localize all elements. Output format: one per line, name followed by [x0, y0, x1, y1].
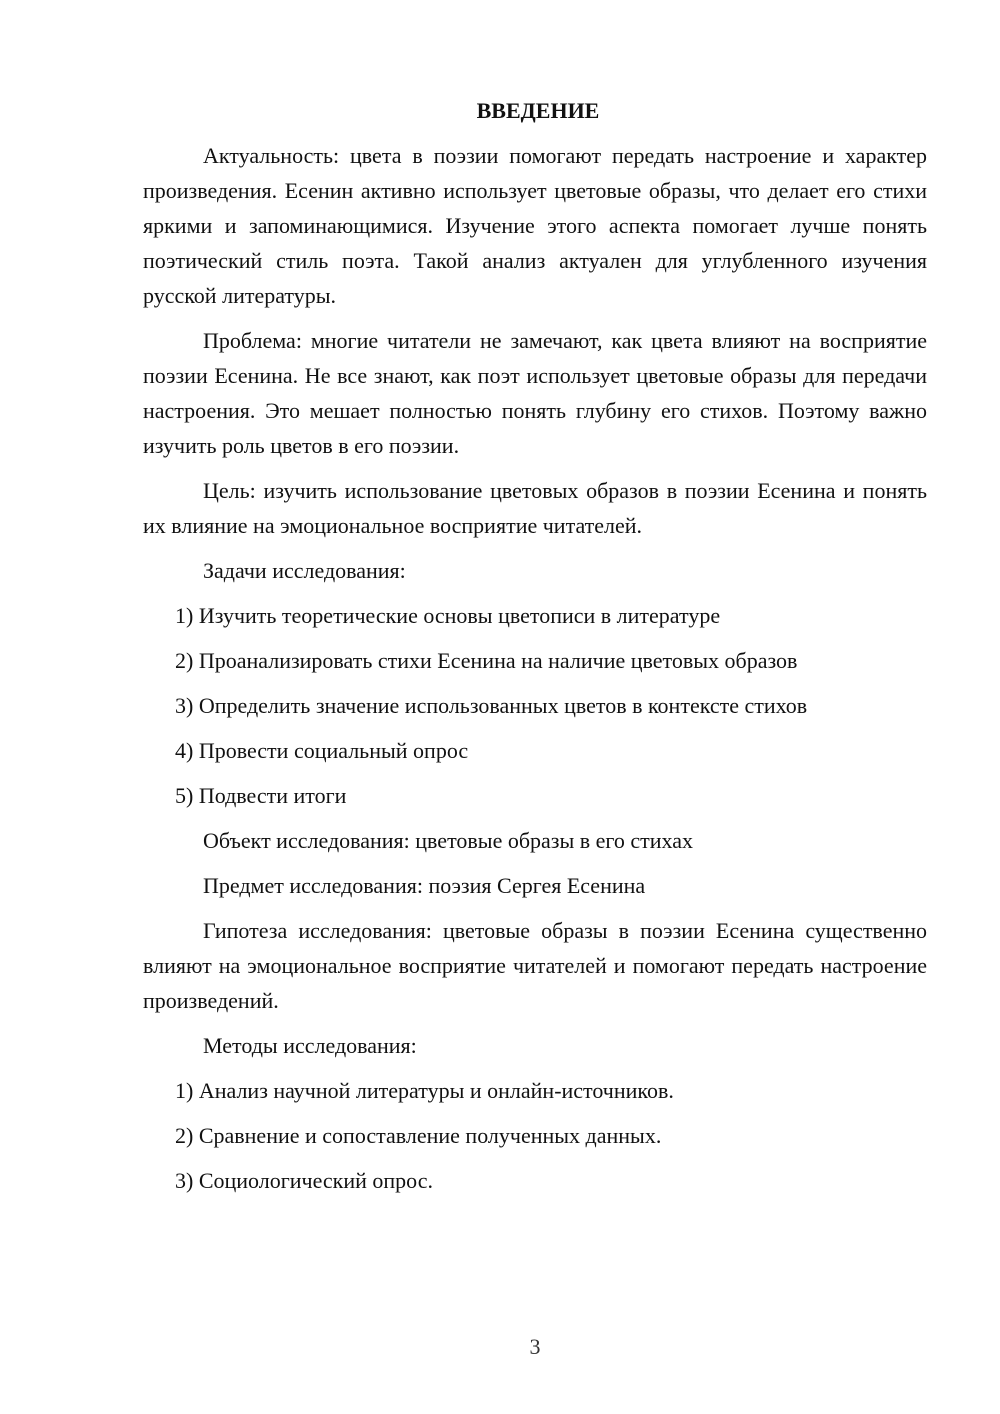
task-item: 4) Провести социальный опрос — [175, 738, 469, 763]
task-item: 3) Определить значение использованных цветов в контексте стихов — [175, 693, 808, 718]
method-item: 2) Сравнение и сопоставление полученных данных. — [175, 1123, 662, 1148]
task-item: 5) Подвести итоги — [175, 783, 347, 808]
method-item: 3) Социологический опрос. — [175, 1168, 433, 1193]
research-subject: Предмет исследования: поэзия Сергея Есенина — [203, 873, 646, 898]
method-item: 1) Анализ научной литературы и онлайн-источников. — [175, 1078, 674, 1103]
relevance-paragraph: Актуальность: цвета в поэзии помогают передать настроение и характер произведения. Есенин активно использует цветовые образы, что делает его стихи яркими и запоминающимися. Изучение этого аспекта помогает лучше понять поэтический стиль поэта. Такой анализ актуален для углубленного изучения русской литературы. — [143, 143, 927, 308]
task-item: 1) Изучить теоретические основы цветописи в литературе — [175, 603, 721, 628]
page-number: 3 — [529, 1334, 541, 1359]
tasks-title: Задачи исследования: — [203, 558, 406, 583]
goal-paragraph: Цель: изучить использование цветовых образов в поэзии Есенина и понять их влияние на эмоциональное восприятие читателей. — [143, 478, 927, 538]
methods-title: Методы исследования: — [203, 1033, 417, 1058]
problem-paragraph: Проблема: многие читатели не замечают, как цвета влияют на восприятие поэзии Есенина. Не все знают, как поэт использует цветовые образы для передачи настроения. Это мешает полностью понять глубину его стихов. Поэтому важно изучить роль цветов в его поэзии. — [143, 328, 927, 458]
research-object: Объект исследования: цветовые образы в его стихах — [203, 828, 694, 853]
hypothesis-paragraph: Гипотеза исследования: цветовые образы в поэзии Есенина существенно влияют на эмоциональное восприятие читателей и помогают передать настроение произведений. — [143, 918, 927, 1013]
task-item: 2) Проанализировать стихи Есенина на наличие цветовых образов — [175, 648, 798, 673]
page-content — [143, 96, 927, 1208]
section-heading: ВВЕДЕНИЕ — [476, 98, 600, 123]
